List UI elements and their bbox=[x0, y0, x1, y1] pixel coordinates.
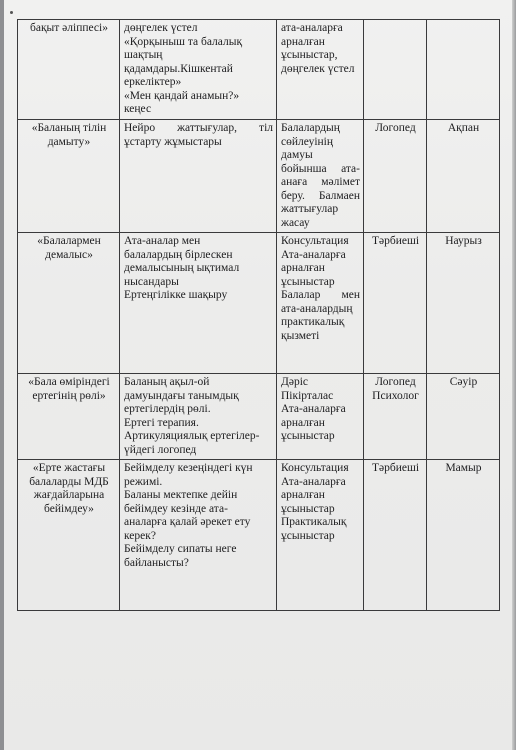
cell-text-line: қадамдары.Кішкентай bbox=[124, 62, 233, 75]
cell-text-line: режимі. bbox=[124, 475, 163, 488]
activities-cell bbox=[120, 233, 277, 374]
cell-text-line: демалыс» bbox=[45, 248, 93, 261]
cell-text-line: «Мен қандай анамын?» bbox=[124, 89, 240, 102]
cell-text-line: дөңгелек үстел bbox=[124, 22, 198, 34]
cell-text-line: демалысының ықтимал bbox=[124, 262, 240, 274]
month-cell bbox=[427, 233, 500, 374]
cell-text-line: анаға мәлімет bbox=[281, 176, 360, 188]
cell-text-line: бойынша ата- bbox=[281, 162, 360, 175]
cell-text-line: ұсыныстар bbox=[281, 502, 335, 515]
cell-text-line: Ата-аналарға bbox=[281, 475, 346, 488]
form-cell bbox=[277, 233, 364, 374]
cell-text-line: Артикуляциялық ертегілер- bbox=[124, 430, 260, 442]
topic-cell bbox=[18, 460, 120, 611]
cell-text-line: ата-аналарға bbox=[281, 22, 343, 34]
cell-text-line: дамыту» bbox=[47, 135, 91, 148]
month-cell bbox=[427, 374, 500, 460]
cell-text-line: жасау bbox=[281, 216, 310, 229]
cell-text-line: ұсыныстар bbox=[281, 529, 335, 542]
cell-text-line: Консультация bbox=[281, 462, 349, 474]
cell-text-line: еркеліктер» bbox=[124, 76, 182, 88]
cell-text-line: ұсыныстар bbox=[281, 430, 335, 442]
cell-text-line: Нейро жаттығулар, тіл bbox=[124, 122, 273, 134]
responsible-cell bbox=[364, 374, 427, 460]
cell-text-line: Практикалық bbox=[281, 516, 347, 528]
cell-text-line: Дәріс bbox=[281, 376, 308, 388]
cell-text-line: беру. Балмаен bbox=[281, 189, 360, 202]
cell-text-line: дамуындағы танымдық bbox=[124, 389, 239, 402]
cell-text-line: балаларды МДБ bbox=[29, 475, 109, 488]
table-row bbox=[18, 460, 500, 611]
cell-text-line: жаттығулар bbox=[281, 203, 339, 215]
topic-cell bbox=[18, 20, 120, 120]
cell-text-line: Тәрбиеші bbox=[371, 462, 420, 474]
cell-text-line: балалардың бірлескен bbox=[124, 248, 233, 261]
cell-text-line: Ертеңгілікке шақыру bbox=[124, 289, 228, 301]
table-row bbox=[18, 374, 500, 460]
cell-text-line: керек? bbox=[124, 529, 156, 542]
cell-text-line: нысандары bbox=[124, 275, 179, 288]
cell-text-line: «Баланың тілін bbox=[31, 122, 107, 134]
ink-dot bbox=[10, 11, 13, 14]
cell-text-line: жағдайларына bbox=[33, 489, 105, 501]
cell-text-line: бақыт әліппесі» bbox=[30, 22, 108, 34]
cell-text-line: арналған bbox=[281, 416, 325, 429]
month-cell bbox=[427, 460, 500, 611]
parent-work-plan-table bbox=[17, 19, 500, 611]
month-cell bbox=[427, 20, 500, 120]
responsible-cell bbox=[364, 460, 427, 611]
cell-text-line: дамуы bbox=[281, 149, 313, 161]
activities-cell bbox=[120, 460, 277, 611]
topic-cell bbox=[18, 374, 120, 460]
cell-text-line: Бейімделу сипаты неге bbox=[124, 543, 237, 555]
cell-text-line: Балалардың bbox=[281, 122, 340, 134]
cell-text-line: Психолог bbox=[372, 389, 419, 402]
cell-text-line: Баланы мектепке дейін bbox=[124, 489, 238, 501]
cell-text-line: ұсыныстар bbox=[281, 275, 335, 288]
cell-text-line: Ата-аналарға bbox=[281, 248, 346, 261]
cell-text-line: Наурыз bbox=[445, 235, 482, 247]
topic-cell bbox=[18, 233, 120, 374]
cell-text-line: Ата-аналарға bbox=[281, 403, 346, 415]
cell-text-line: арналған bbox=[281, 35, 325, 48]
cell-text-line: «Бала өміріндегі bbox=[28, 376, 110, 388]
topic-cell bbox=[18, 120, 120, 233]
activities-cell bbox=[120, 120, 277, 233]
cell-text-line: бейімдеу» bbox=[44, 502, 94, 515]
form-cell bbox=[277, 374, 364, 460]
form-cell bbox=[277, 20, 364, 120]
cell-text-line: Балалар мен bbox=[281, 289, 360, 301]
cell-text-line: «Балалармен bbox=[37, 235, 101, 247]
table-row bbox=[18, 120, 500, 233]
activities-cell bbox=[120, 20, 277, 120]
table-row bbox=[18, 20, 500, 120]
cell-text-line: «Қорқыныш та балалық bbox=[124, 35, 243, 48]
responsible-cell bbox=[364, 20, 427, 120]
cell-text-line: дөңгелек үстел bbox=[281, 62, 355, 75]
cell-text-line: Баланың ақыл-ой bbox=[124, 376, 210, 388]
cell-text-line: Мамыр bbox=[445, 462, 482, 474]
table-row bbox=[18, 233, 500, 374]
cell-text-line: бейімдеу кезінде ата- bbox=[124, 502, 228, 515]
cell-text-line: Логопед bbox=[375, 376, 416, 388]
cell-text-line: Ата-аналар мен bbox=[124, 235, 201, 247]
cell-text-line: Сәуір bbox=[449, 376, 478, 388]
cell-text-line: ұстарту жұмыстары bbox=[124, 135, 222, 148]
cell-text-line: аналарға қалай әрекет ету bbox=[124, 516, 251, 528]
cell-text-line: Тәрбиеші bbox=[371, 235, 420, 247]
cell-text-line: «Ерте жастағы bbox=[32, 462, 106, 474]
cell-text-line: байланысты? bbox=[124, 556, 189, 569]
cell-text-line: үйдегі логопед bbox=[124, 443, 197, 456]
month-cell bbox=[427, 120, 500, 233]
page-edge-shadow bbox=[512, 0, 516, 750]
form-cell bbox=[277, 120, 364, 233]
cell-text-line: арналған bbox=[281, 489, 325, 501]
table-body bbox=[18, 20, 500, 611]
cell-text-line: сөйлеуінің bbox=[281, 135, 334, 148]
cell-text-line: практикалық bbox=[281, 316, 345, 328]
cell-text-line: қызметі bbox=[281, 329, 320, 342]
cell-text-line: Логопед bbox=[375, 122, 416, 134]
form-cell bbox=[277, 460, 364, 611]
cell-text-line: ертегілердің рөлі. bbox=[124, 403, 211, 415]
responsible-cell bbox=[364, 233, 427, 374]
activities-cell bbox=[120, 374, 277, 460]
responsible-cell bbox=[364, 120, 427, 233]
cell-text-line: шақтың bbox=[124, 49, 163, 61]
cell-text-line: Ертегі терапия. bbox=[124, 416, 199, 429]
cell-text-line: Консультация bbox=[281, 235, 349, 247]
cell-text-line: ұсыныстар, bbox=[281, 49, 338, 61]
cell-text-line: ата-аналардың bbox=[281, 302, 353, 315]
cell-text-line: Ақпан bbox=[447, 122, 480, 134]
cell-text-line: арналған bbox=[281, 262, 325, 274]
cell-text-line: ертегінің рөлі» bbox=[32, 389, 106, 402]
cell-text-line: Бейімделу кезеңіндегі күн bbox=[124, 462, 253, 474]
cell-text-line: кеңес bbox=[124, 103, 152, 115]
cell-text-line: Пікірталас bbox=[281, 389, 334, 402]
